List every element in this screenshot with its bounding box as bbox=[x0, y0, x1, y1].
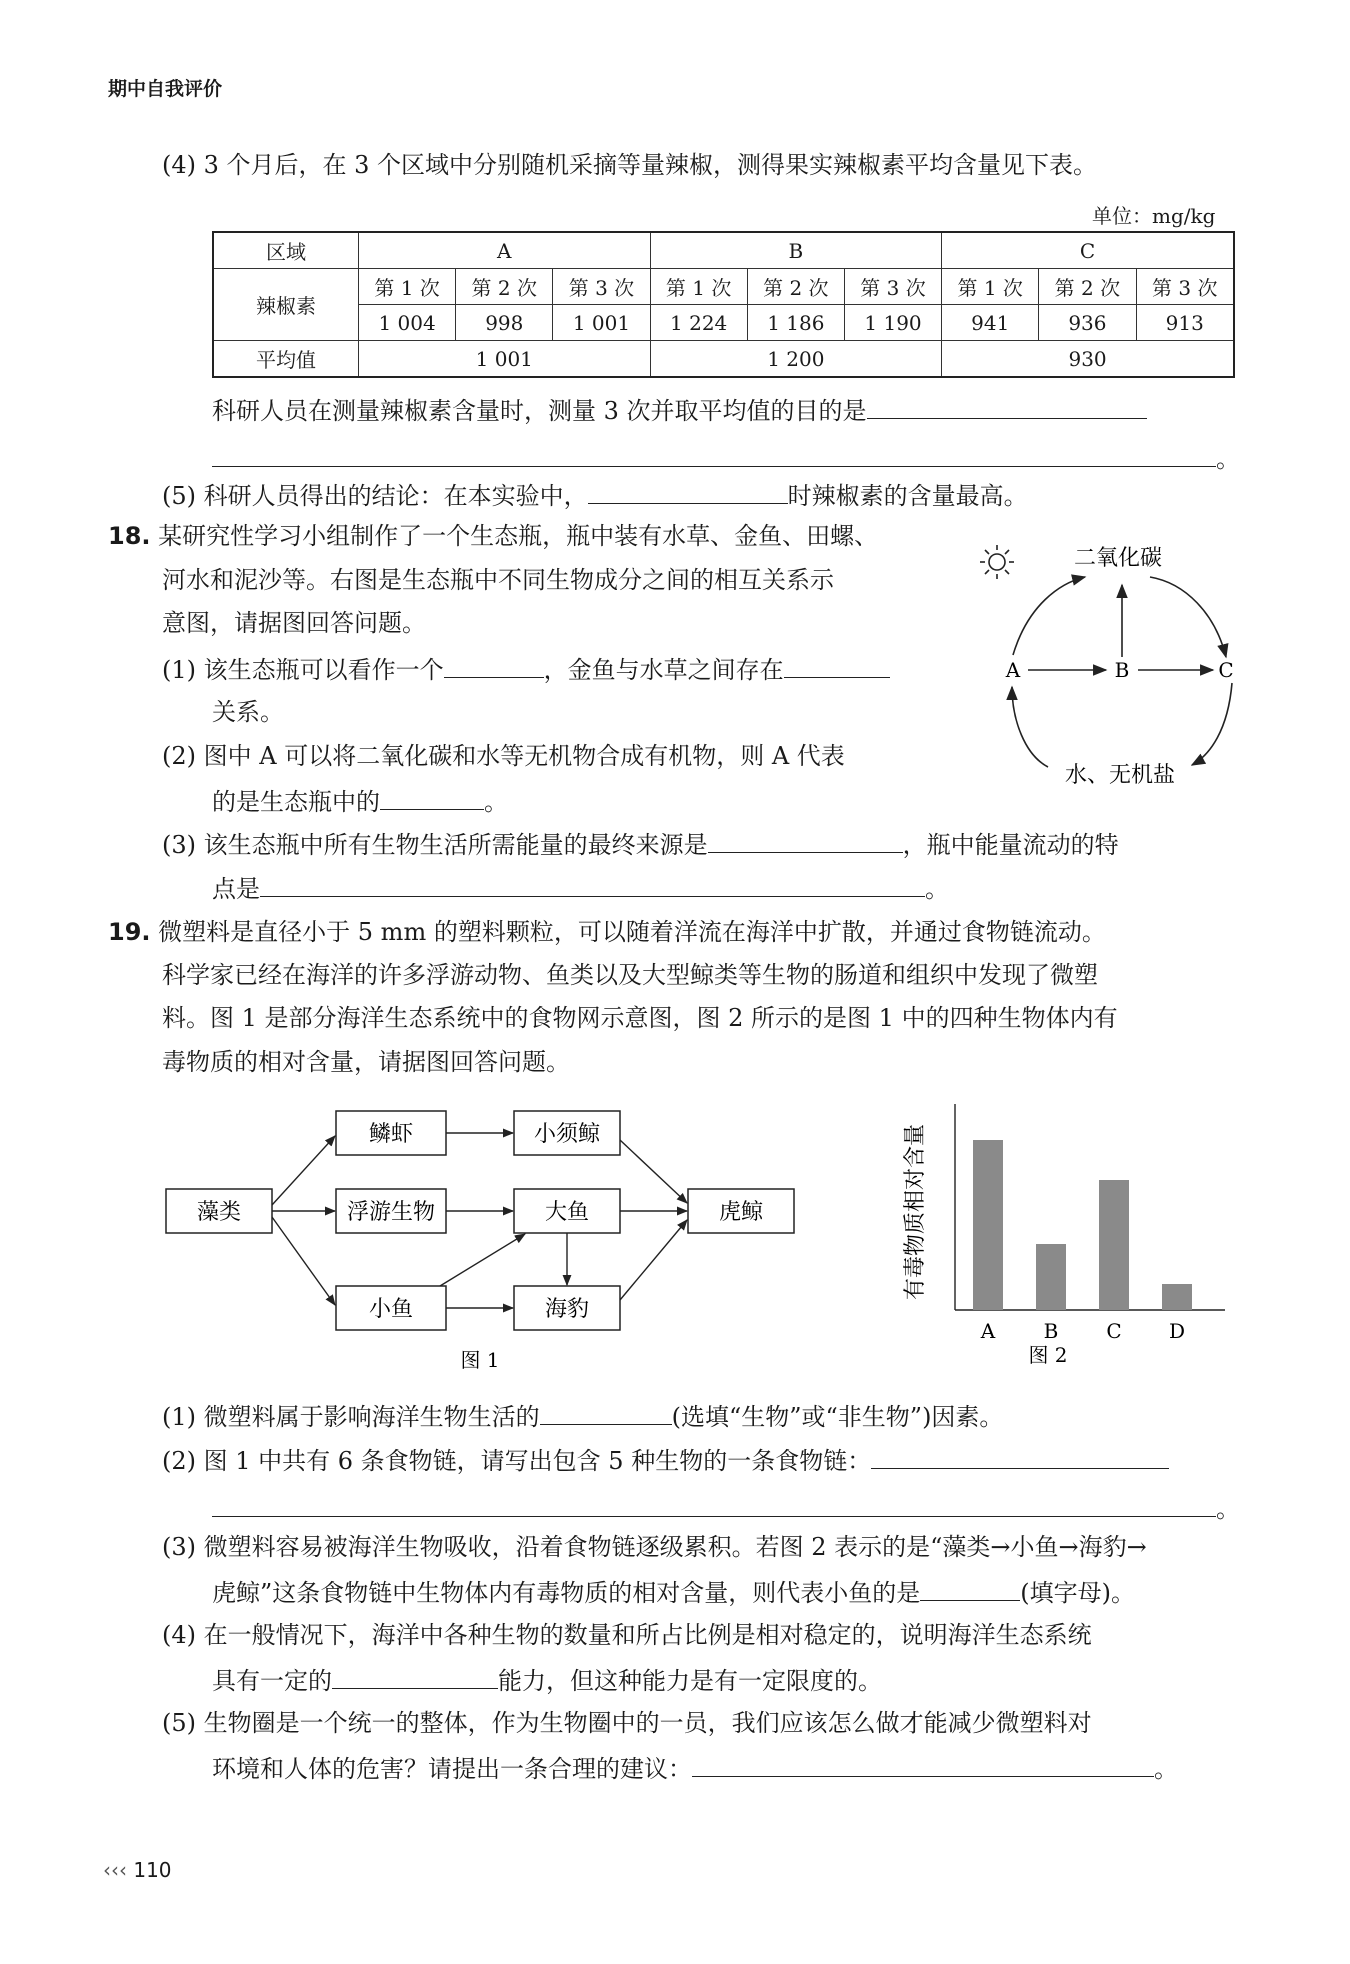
table-value: 913 bbox=[1136, 305, 1234, 341]
period: 。 bbox=[484, 788, 508, 816]
q19-1-a: (1) 微塑料属于影响海洋生物生活的 bbox=[162, 1403, 540, 1431]
table-value: 1 186 bbox=[747, 305, 844, 341]
edge-algae-smallfish bbox=[272, 1217, 335, 1305]
q17-5-suffix: 时辣椒素的含量最高。 bbox=[787, 482, 1028, 510]
answer-blank[interactable] bbox=[380, 783, 484, 810]
figure-1-caption: 图 1 bbox=[460, 1348, 500, 1372]
q19-4-a: (4) 在一般情况下，海洋中各种生物的数量和所占比例是相对稳定的，说明海洋生态系统 bbox=[162, 1621, 1092, 1649]
table-value: 1 190 bbox=[844, 305, 941, 341]
arc-c-to-water bbox=[1192, 683, 1232, 765]
q18-1-a: (1) 该生态瓶可以看作一个 bbox=[162, 656, 444, 684]
table-value: 998 bbox=[456, 305, 553, 341]
answer-blank[interactable] bbox=[588, 477, 788, 504]
arc-a-to-co2 bbox=[1013, 577, 1085, 655]
q17-4-question: 科研人员在测量辣椒素含量时，测量 3 次并取平均值的目的是 bbox=[212, 397, 867, 425]
table-value: 1 001 bbox=[553, 305, 650, 341]
table-region-c: C bbox=[942, 232, 1234, 269]
q18-2-b: 的是生态瓶中的 bbox=[212, 788, 380, 816]
table-trial: 第 2 次 bbox=[1039, 269, 1136, 305]
q18-3-b: ，瓶中能量流动的特 bbox=[902, 831, 1119, 859]
q18-1-b: ，金鱼与水草之间存在 bbox=[543, 656, 784, 684]
edge-seal-orca bbox=[620, 1220, 687, 1300]
x-tick-label: D bbox=[1168, 1319, 1186, 1343]
q19-4-c: 能力，但这种能力是有一定限度的。 bbox=[498, 1667, 882, 1695]
table-value: 936 bbox=[1039, 305, 1136, 341]
label-seal: 海豹 bbox=[544, 1297, 590, 1322]
q18-2-a: (2) 图中 A 可以将二氧化碳和水等无机物合成有机物，则 A 代表 bbox=[162, 742, 845, 770]
q18-stem-2: 河水和泥沙等。右图是生态瓶中不同生物成分之间的相互关系示 bbox=[162, 566, 834, 594]
x-tick-label: C bbox=[1106, 1319, 1122, 1343]
table-value: 1 004 bbox=[359, 305, 456, 341]
q19-2-a: (2) 图 1 中共有 6 条食物链，请写出包含 5 种生物的一条食物链： bbox=[162, 1447, 872, 1475]
q19-3-c: (填字母)。 bbox=[1020, 1579, 1136, 1607]
table-trial: 第 1 次 bbox=[942, 269, 1039, 305]
answer-blank[interactable] bbox=[692, 1750, 1154, 1777]
node-c: C bbox=[1218, 658, 1234, 682]
sun-icon bbox=[980, 545, 1014, 579]
edge-smallfish-bigfish bbox=[440, 1234, 525, 1286]
bar-d bbox=[1162, 1284, 1192, 1310]
q18-3-c: 点是 bbox=[212, 875, 260, 903]
answer-blank[interactable] bbox=[867, 392, 1147, 419]
q17-4-prompt: (4) 3 个月后，在 3 个区域中分别随机采摘等量辣椒，测得果实辣椒素平均含量见下表。 bbox=[162, 151, 1098, 179]
q19-5-b: 环境和人体的危害？请提出一条合理的建议： bbox=[212, 1755, 692, 1783]
answer-blank[interactable] bbox=[332, 1662, 498, 1689]
answer-blank[interactable] bbox=[444, 651, 544, 678]
answer-blank[interactable] bbox=[260, 870, 925, 897]
label-algae: 藻类 bbox=[196, 1200, 242, 1225]
x-tick-label: A bbox=[980, 1319, 996, 1343]
table-header-capsaicin: 辣椒素 bbox=[213, 269, 359, 341]
q19-stem-1: 微塑料是直径小于 5 mm 的塑料颗粒，可以随着洋流在海洋中扩散，并通过食物链流动。 bbox=[158, 918, 1106, 946]
table-region-b: B bbox=[650, 232, 942, 269]
label-orca: 虎鲸 bbox=[718, 1200, 764, 1225]
figure-2-caption: 图 2 bbox=[1028, 1343, 1068, 1367]
label-bigfish: 大鱼 bbox=[544, 1200, 590, 1225]
answer-blank[interactable] bbox=[708, 826, 903, 853]
table-trial: 第 3 次 bbox=[553, 269, 650, 305]
toxin-bar-chart bbox=[895, 1100, 1245, 1380]
table-trial: 第 3 次 bbox=[844, 269, 941, 305]
node-b: B bbox=[1114, 658, 1130, 682]
question-number: 18. bbox=[108, 522, 151, 550]
node-a: A bbox=[1005, 658, 1021, 682]
label-plankton: 浮游生物 bbox=[346, 1200, 436, 1225]
table-trial: 第 2 次 bbox=[456, 269, 553, 305]
capsaicin-table bbox=[212, 231, 1235, 378]
chart-ylabel: 有毒物质相对含量 bbox=[903, 1123, 928, 1300]
q19-5-a: (5) 生物圈是一个统一的整体，作为生物圈中的一员，我们应该怎么做才能减少微塑料对 bbox=[162, 1709, 1092, 1737]
page-number: 110 bbox=[133, 1858, 172, 1882]
period: 。 bbox=[1154, 1755, 1178, 1783]
q19-stem-4: 毒物质的相对含量，请据图回答问题。 bbox=[162, 1048, 570, 1076]
ecosystem-diagram bbox=[970, 535, 1250, 795]
q18-stem-3: 意图，请据图回答问题。 bbox=[162, 609, 426, 637]
table-trial: 第 1 次 bbox=[359, 269, 456, 305]
q19-stem-3: 料。图 1 是部分海洋生态系统中的食物网示意图，图 2 所示的是图 1 中的四种生物体内有 bbox=[162, 1004, 1118, 1032]
q18-3-a: (3) 该生态瓶中所有生物生活所需能量的最终来源是 bbox=[162, 831, 708, 859]
arc-water-to-a bbox=[1012, 687, 1048, 767]
edge-algae-krill bbox=[272, 1136, 335, 1205]
q19-stem-2: 科学家已经在海洋的许多浮游动物、鱼类以及大型鲸类等生物的肠道和组织中发现了微塑 bbox=[162, 961, 1098, 989]
table-trial: 第 3 次 bbox=[1136, 269, 1234, 305]
x-tick-label: B bbox=[1043, 1319, 1059, 1343]
table-value: 1 224 bbox=[650, 305, 747, 341]
answer-blank[interactable] bbox=[212, 440, 1216, 467]
table-trial: 第 2 次 bbox=[747, 269, 844, 305]
question-number: 19. bbox=[108, 918, 151, 946]
arc-co2-to-c bbox=[1150, 577, 1226, 657]
table-average-b: 1 200 bbox=[650, 341, 942, 378]
q19-3-a: (3) 微塑料容易被海洋生物吸收，沿着食物链逐级累积。若图 2 表示的是“藻类→小鱼→海豹→ bbox=[162, 1533, 1147, 1561]
answer-blank[interactable] bbox=[212, 1490, 1216, 1517]
period: 。 bbox=[1216, 445, 1240, 473]
answer-blank[interactable] bbox=[920, 1574, 1020, 1601]
period: 。 bbox=[1216, 1495, 1240, 1523]
answer-blank[interactable] bbox=[540, 1398, 672, 1425]
edge-minke-orca bbox=[620, 1140, 687, 1203]
label-smallfish: 小鱼 bbox=[368, 1297, 414, 1322]
table-header-region: 区域 bbox=[213, 232, 359, 269]
answer-blank[interactable] bbox=[871, 1442, 1169, 1469]
table-unit: 单位：mg/kg bbox=[1092, 204, 1216, 228]
table-region-a: A bbox=[359, 232, 651, 269]
period: 。 bbox=[925, 875, 949, 903]
table-average-a: 1 001 bbox=[359, 341, 651, 378]
co2-label: 二氧化碳 bbox=[1073, 546, 1163, 571]
q19-3-b: 虎鲸”这条食物链中生物体内有毒物质的相对含量，则代表小鱼的是 bbox=[212, 1579, 921, 1607]
table-value: 941 bbox=[942, 305, 1039, 341]
q18-stem-1: 某研究性学习小组制作了一个生态瓶，瓶中装有水草、金鱼、田螺、 bbox=[158, 522, 879, 550]
q17-5-prefix: (5) 科研人员得出的结论：在本实验中， bbox=[162, 482, 588, 510]
q19-1-b: (选填“生物”或“非生物”)因素。 bbox=[671, 1403, 1004, 1431]
water-salts-label: 水、无机盐 bbox=[1064, 763, 1176, 788]
table-header-average: 平均值 bbox=[213, 341, 359, 378]
bar-b bbox=[1036, 1244, 1066, 1310]
table-trial: 第 1 次 bbox=[650, 269, 747, 305]
food-web-figure bbox=[150, 1080, 810, 1380]
q19-4-b: 具有一定的 bbox=[212, 1667, 332, 1695]
table-average-c: 930 bbox=[942, 341, 1234, 378]
page-footer bbox=[103, 1858, 172, 1882]
page-header: 期中自我评价 bbox=[108, 78, 223, 100]
bar-a bbox=[973, 1140, 1003, 1310]
label-krill: 鳞虾 bbox=[368, 1122, 414, 1147]
label-minke: 小须鲸 bbox=[533, 1122, 601, 1147]
bar-c bbox=[1099, 1180, 1129, 1310]
q18-1-c: 关系。 bbox=[212, 698, 284, 726]
answer-blank[interactable] bbox=[784, 651, 890, 678]
page-arrows: ‹‹‹ bbox=[103, 1858, 127, 1882]
